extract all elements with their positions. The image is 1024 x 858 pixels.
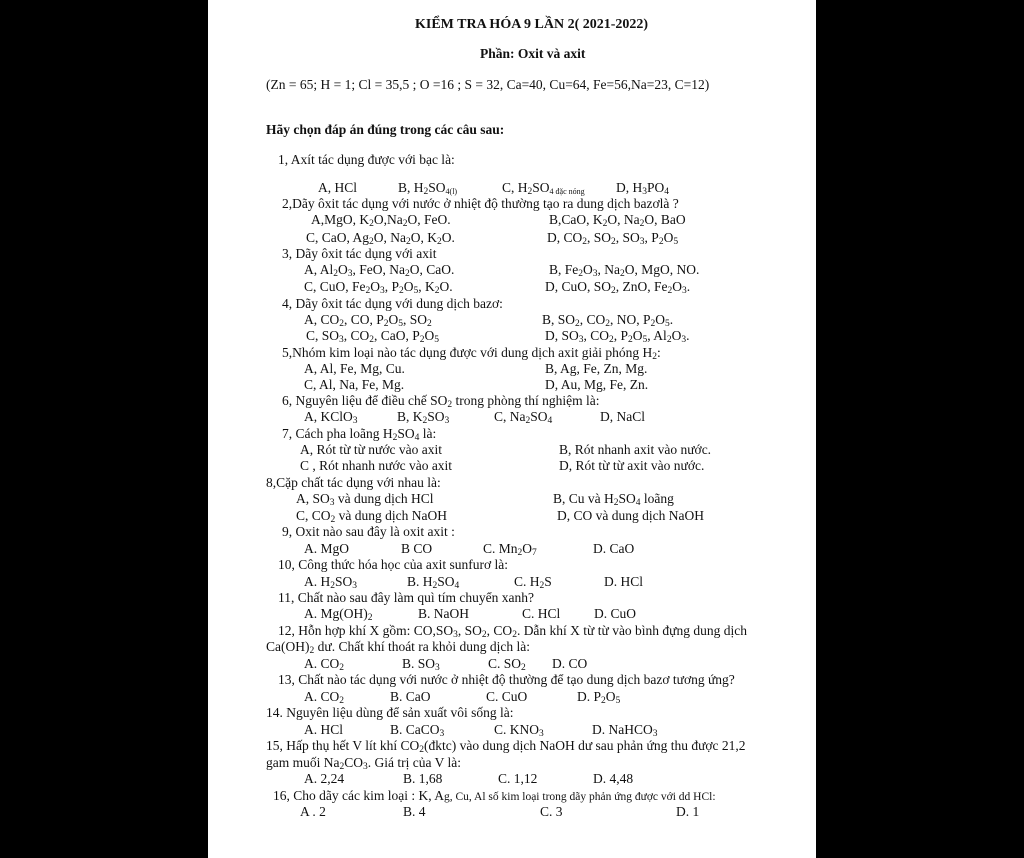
text-run: B, H <box>398 180 424 195</box>
question-5 <box>282 345 661 361</box>
subscript: 2 <box>399 286 404 296</box>
q14-option-d <box>592 722 658 738</box>
text-run: là: <box>419 426 437 441</box>
subscript: 2 <box>582 237 588 247</box>
text-run: A. H <box>304 574 331 589</box>
text-run: , P <box>613 328 629 343</box>
question-15-line-2 <box>266 755 461 771</box>
question-2: 2,Dãy ôxit tác dụng với nước ở nhiệt độ thường tạo ra dung dịch bazơlà ? <box>282 196 679 211</box>
subscript: 2 <box>369 237 374 247</box>
text-run: C, CaO, Ag <box>306 230 370 245</box>
subscript: 3 <box>363 762 368 772</box>
text-run: O, K <box>410 230 438 245</box>
text-run: B, Fe <box>549 262 579 277</box>
text-run: O <box>388 312 399 327</box>
subscript: 2 <box>539 581 545 591</box>
text-run: A, Al <box>304 262 334 277</box>
q4-option-a <box>304 312 432 328</box>
text-run: C, CO <box>296 508 331 523</box>
subscript: 2 <box>419 745 425 755</box>
q6-option-d: D, NaCl <box>600 409 645 424</box>
subscript: 3 <box>352 416 358 426</box>
q3-option-a <box>304 262 454 278</box>
text-run: C. H <box>514 574 540 589</box>
q1-option-d <box>616 180 669 196</box>
question-12-line-1 <box>278 623 747 639</box>
subscript: 2 <box>369 335 375 345</box>
text-run: , P <box>644 230 659 245</box>
q14-option-c <box>494 722 544 738</box>
subscript: 4 <box>635 498 641 508</box>
subscript: 2 <box>512 630 517 640</box>
subscript: 4 <box>547 416 553 426</box>
q8-option-a <box>296 491 434 507</box>
text-run: O <box>370 279 381 294</box>
text-run: O, Na <box>373 230 407 245</box>
subscript: 2 <box>339 319 345 329</box>
q8-option-d: D, CO và dung dịch NaOH <box>557 508 704 523</box>
q14-option-a: A. HCl <box>304 722 344 737</box>
subscript: 2 <box>613 498 619 508</box>
text-run: , Na <box>597 262 621 277</box>
text-run: O <box>671 328 682 343</box>
q13-option-b: B. CaO <box>390 689 431 704</box>
q10-option-a <box>304 574 357 590</box>
q1-option-c <box>502 180 585 196</box>
subscript: 2 <box>658 237 664 247</box>
q7-option-a: A, Rót từ từ nước vào axit <box>300 442 442 457</box>
text-run: SO <box>428 180 446 195</box>
q11-option-b: B. NaOH <box>418 606 469 621</box>
text-run: . Giá trị của V là: <box>367 755 461 770</box>
subscript: 5 <box>665 319 670 329</box>
subscript: 2 <box>666 335 672 345</box>
text-run: B, K <box>397 409 423 424</box>
subscript: 3 <box>681 335 687 345</box>
q12-option-a <box>304 656 344 672</box>
question-15-line-1 <box>266 738 746 754</box>
q12-option-c <box>488 656 526 672</box>
q12-option-d: D. CO <box>552 656 588 671</box>
text-run: O. <box>441 230 455 245</box>
text-run: trong phòng thí nghiệm là: <box>452 393 600 408</box>
subscript: 2 <box>333 269 339 279</box>
text-run: , SO <box>587 230 612 245</box>
exam-title: KIỂM TRA HÓA 9 LẦN 2( 2021-2022) <box>415 17 649 32</box>
section-title: Phần: Oxit và axit <box>480 46 586 61</box>
q3-option-b <box>549 262 699 278</box>
text-run: B, Cu và H <box>553 491 614 506</box>
text-run: O <box>522 541 533 556</box>
text-run: SO <box>437 574 455 589</box>
subscript: 5 <box>615 696 621 706</box>
text-run: SO <box>397 426 415 441</box>
text-run: S <box>544 574 552 589</box>
text-run: , CO, P <box>344 312 384 327</box>
q10-option-c <box>514 574 552 590</box>
text-run: D, H <box>616 180 643 195</box>
subscript: 5 <box>642 335 648 345</box>
subscript: 2 <box>339 663 345 673</box>
text-run: B, SO <box>542 312 576 327</box>
text-run: , CO <box>583 328 610 343</box>
subscript: 2 <box>639 219 645 229</box>
text-run: Ca(OH) <box>266 639 310 654</box>
q9-option-c <box>483 541 537 557</box>
subscript: 2 <box>367 613 373 623</box>
text-run: O <box>338 262 348 277</box>
subscript: 3 <box>539 729 544 739</box>
text-run: O <box>672 279 683 294</box>
q7-option-c: C , Rót nhanh nước vào axit <box>300 458 453 473</box>
q5-option-c: C, Al, Na, Fe, Mg. <box>304 377 405 392</box>
subscript: 3 <box>592 269 598 279</box>
q16-option-b: B. 4 <box>403 804 426 819</box>
text-run: A. Mg(OH) <box>304 606 368 621</box>
text-run: , Al <box>647 328 667 343</box>
text-run: , SO <box>403 312 428 327</box>
subscript: 3 <box>380 286 385 296</box>
text-run: O <box>605 689 616 704</box>
text-run: B,CaO, K <box>549 212 603 227</box>
text-run: , SO <box>457 623 482 638</box>
text-run: dư. Chất khí thoát ra khỏi dung dịch là: <box>314 639 531 654</box>
subscript: 4(l) <box>445 187 458 196</box>
subscript: 2 <box>611 237 616 247</box>
text-run: loãng <box>640 491 674 506</box>
subscript: 2 <box>578 269 584 279</box>
q10-option-d: D. HCl <box>604 574 644 589</box>
subscript: 7 <box>532 548 537 558</box>
text-run: , NO, P <box>610 312 651 327</box>
question-11: 11, Chất nào sau đây làm quì tím chuyển xanh? <box>278 590 534 605</box>
subscript: 2 <box>423 187 429 197</box>
subscript: 2 <box>422 416 428 426</box>
q5-option-b: B, Ag, Fe, Zn, Mg. <box>545 361 648 376</box>
q9-option-d: D. CaO <box>593 541 635 556</box>
text-run: O <box>424 328 435 343</box>
subscript: 3 <box>329 498 335 508</box>
question-14: 14. Nguyên liệu dùng để sản xuất vôi sống là: <box>266 705 514 720</box>
subscript: 2 <box>437 237 442 247</box>
text-run: B. SO <box>402 656 436 671</box>
q4-option-b <box>542 312 673 328</box>
q6-option-a <box>304 409 358 425</box>
subscript: 2 <box>383 319 389 329</box>
subscript: 4 <box>414 433 420 443</box>
subscript: 3 <box>352 581 358 591</box>
q11-option-d: D. CuO <box>594 606 637 621</box>
subscript: 2 <box>339 696 345 706</box>
text-run: D. NaHCO <box>592 722 653 737</box>
q5-option-d: D, Au, Mg, Fe, Zn. <box>545 377 649 392</box>
question-16-main: 16, Cho dãy các kim loại : K, A <box>273 788 444 803</box>
subscript: 2 <box>605 319 611 329</box>
q2-option-a <box>311 212 451 228</box>
subscript: 3 <box>444 416 450 426</box>
subscript: 3 <box>339 335 344 345</box>
text-run: B. H <box>407 574 433 589</box>
text-run: B. CaCO <box>390 722 440 737</box>
text-run: D, CuO, SO <box>545 279 612 294</box>
subscript: 2 <box>611 286 616 296</box>
text-run: , K <box>418 279 435 294</box>
subscript: 2 <box>432 581 438 591</box>
q1-option-b <box>398 180 457 196</box>
text-run: O. <box>439 279 453 294</box>
subscript: 2 <box>365 286 371 296</box>
text-run: A, SO <box>296 491 330 506</box>
text-run: A. CO <box>304 656 340 671</box>
question-7 <box>282 426 436 442</box>
subscript: 3 <box>347 269 353 279</box>
text-run: O <box>583 262 593 277</box>
subscript: 2 <box>527 187 533 197</box>
subscript: 4 <box>454 581 460 591</box>
q13-option-d <box>577 689 620 705</box>
subscript: 3 <box>642 187 647 197</box>
subscript: 2 <box>406 237 411 247</box>
q3-option-d <box>545 279 690 295</box>
q14-option-b <box>390 722 444 738</box>
q2-option-c <box>306 230 455 246</box>
text-run: và dung dịch HCl <box>334 491 434 506</box>
subscript: 3 <box>639 237 645 247</box>
subscript: 5 <box>434 335 440 345</box>
q9-option-a: A. MgO <box>304 541 350 556</box>
q16-option-d: D. 1 <box>676 804 700 819</box>
text-run: O, Na <box>607 212 640 227</box>
text-run: , ZnO, Fe <box>615 279 668 294</box>
subscript: 2 <box>521 663 526 673</box>
q13-option-c: C. CuO <box>486 689 528 704</box>
subscript: 3 <box>435 663 440 673</box>
q13-option-a <box>304 689 344 705</box>
text-run: SO <box>335 574 353 589</box>
subscript: 2 <box>330 515 336 525</box>
text-run: 15, Hấp thụ hết V lít khí CO <box>266 738 420 753</box>
text-run: D, CO <box>547 230 583 245</box>
q15-option-b: B. 1,68 <box>403 771 443 786</box>
text-run: , P <box>384 279 400 294</box>
q11-option-c: C. HCl <box>522 606 561 621</box>
q7-option-d: D, Rót từ từ axit vào nước. <box>559 458 705 473</box>
q4-option-d <box>545 328 689 344</box>
text-run: O, MgO, NO. <box>624 262 700 277</box>
question-12-line-2 <box>266 639 530 655</box>
text-run: , CO <box>486 623 513 638</box>
subscript: 2 <box>447 400 453 410</box>
q2-option-d <box>547 230 678 246</box>
q9-option-b: B CO <box>401 541 433 556</box>
text-run: SO <box>427 409 445 424</box>
question-16-rest: g, Cu, Al số kim loại trong dãy phản ứng được với dd HCl: <box>443 791 716 803</box>
text-run: O,Na <box>373 212 403 227</box>
subscript: 5 <box>673 237 679 247</box>
question-10: 10, Công thức hóa học của axit sunfurơ là: <box>278 557 509 572</box>
text-run: , CO <box>579 312 606 327</box>
text-run: SO <box>618 491 636 506</box>
subscript: 2 <box>620 269 625 279</box>
text-run: 7, Cách pha loãng H <box>282 426 393 441</box>
text-run: A, CO <box>304 312 340 327</box>
text-run: . <box>669 312 674 327</box>
text-run: C. SO <box>488 656 522 671</box>
subscript: 2 <box>405 269 410 279</box>
question-3: 3, Dãy ôxit tác dụng với axit <box>282 246 437 261</box>
text-run: CO <box>344 755 364 770</box>
subscript: 3 <box>578 335 584 345</box>
text-run: SO <box>532 180 550 195</box>
q4-option-c <box>306 328 439 344</box>
subscript: 2 <box>427 319 432 329</box>
instruction: Hãy chọn đáp án đúng trong các câu sau: <box>266 122 505 137</box>
text-run: O <box>632 328 643 343</box>
question-8: 8,Cặp chất tác dụng với nhau là: <box>266 475 441 490</box>
q6-option-c <box>494 409 552 425</box>
text-run: O, CaO. <box>409 262 455 277</box>
q2-option-b <box>549 212 686 228</box>
subscript: 5 <box>413 286 419 296</box>
q15-option-d: D. 4,48 <box>593 771 634 786</box>
text-run: : <box>657 345 661 360</box>
text-run: A, KClO <box>304 409 353 424</box>
text-run: 5,Nhóm kim loại nào tác dụng được với dung dịch axit giải phóng H <box>282 345 653 360</box>
question-13: 13, Chất nào tác dụng với nước ở nhiệt độ thường để tạo dung dịch bazơ tương ứng? <box>278 672 735 687</box>
text-run: O <box>663 230 674 245</box>
subscript: 2 <box>434 286 440 296</box>
q16-option-a: A . 2 <box>300 804 326 819</box>
subscript: 2 <box>609 335 614 345</box>
q3-option-c <box>304 279 453 295</box>
q15-option-a: A. 2,24 <box>304 771 345 786</box>
subscript: 3 <box>453 630 458 640</box>
text-run: , CaO, P <box>374 328 420 343</box>
text-run: O <box>655 312 666 327</box>
subscript: 2 <box>517 548 523 558</box>
text-run: và dung dịch NaOH <box>335 508 447 523</box>
subscript: 2 <box>628 335 633 345</box>
text-run: , CO <box>343 328 370 343</box>
question-4: 4, Dãy ôxit tác dụng với dung dịch bazơ: <box>282 296 503 311</box>
subscript: 2 <box>650 319 656 329</box>
text-run: SO <box>530 409 548 424</box>
text-run: (đktc) vào dung dịch NaOH dư sau phản ứng thu được 21,2 <box>424 738 746 753</box>
q5-option-a: A, Al, Fe, Mg, Cu. <box>304 361 405 376</box>
subscript: 2 <box>339 762 345 772</box>
text-run: C. KNO <box>494 722 540 737</box>
text-run: gam muối Na <box>266 755 340 770</box>
text-run: D, SO <box>545 328 579 343</box>
text-run: C, CuO, Fe <box>304 279 366 294</box>
q12-option-b <box>402 656 440 672</box>
q11-option-a <box>304 606 373 622</box>
text-run: C, SO <box>306 328 340 343</box>
subscript: 3 <box>652 729 658 739</box>
text-run: A. CO <box>304 689 340 704</box>
text-run: A,MgO, K <box>311 212 370 227</box>
text-run: 12, Hỗn hợp khí X gồm: CO,SO <box>278 623 454 638</box>
question-16 <box>273 788 716 805</box>
subscript: 3 <box>682 286 687 296</box>
text-run: O, BaO <box>644 212 686 227</box>
text-run: . <box>686 279 691 294</box>
subscript: 4 <box>664 187 670 197</box>
text-run: O, FeO. <box>407 212 451 227</box>
text-run: D. P <box>577 689 602 704</box>
subscript: 2 <box>330 581 335 591</box>
subscript: 2 <box>419 335 425 345</box>
text-run: , FeO, Na <box>352 262 406 277</box>
text-run: C. Mn <box>483 541 518 556</box>
text-run: , SO <box>615 230 640 245</box>
q16-option-c: C. 3 <box>540 804 563 819</box>
question-6 <box>282 393 599 409</box>
subscript: 2 <box>481 630 487 640</box>
subscript: 2 <box>602 219 608 229</box>
subscript: 2 <box>667 286 673 296</box>
subscript: 2 <box>402 219 408 229</box>
q8-option-b <box>553 491 674 507</box>
subscript: 2 <box>369 219 374 229</box>
text-run: O <box>403 279 414 294</box>
text-run: . <box>686 328 690 343</box>
subscript: 2 <box>652 352 658 362</box>
question-9: 9, Oxit nào sau đây là oxit axit : <box>282 524 455 539</box>
subscript: 2 <box>575 319 580 329</box>
q15-option-c: C. 1,12 <box>498 771 538 786</box>
q7-option-b: B, Rót nhanh axit vào nước. <box>559 442 712 457</box>
subscript: 2 <box>309 646 315 656</box>
subscript: 5 <box>398 319 404 329</box>
text-run: C, Na <box>494 409 526 424</box>
q6-option-b <box>397 409 449 425</box>
subscript: 4 đặc nóng <box>549 187 585 196</box>
text-run: PO <box>647 180 665 195</box>
subscript: 2 <box>392 433 398 443</box>
q10-option-b <box>407 574 459 590</box>
q1-option-a: A, HCl <box>318 180 358 195</box>
document-page <box>208 0 816 858</box>
text-run: 6, Nguyên liệu để điều chế SO <box>282 393 448 408</box>
text-run: C, H <box>502 180 528 195</box>
subscript: 2 <box>601 696 606 706</box>
subscript: 2 <box>525 416 531 426</box>
subscript: 3 <box>439 729 445 739</box>
atomic-masses: (Zn = 65; H = 1; Cl = 35,5 ; O =16 ; S = 32, Ca=40, Cu=64, Fe=56,Na=23, C=12) <box>266 77 710 92</box>
text-run: . Dẫn khí X từ từ vào bình đựng dung dịch <box>516 623 747 638</box>
q8-option-c <box>296 508 447 524</box>
question-1: 1, Axít tác dụng được với bạc là: <box>278 152 455 167</box>
